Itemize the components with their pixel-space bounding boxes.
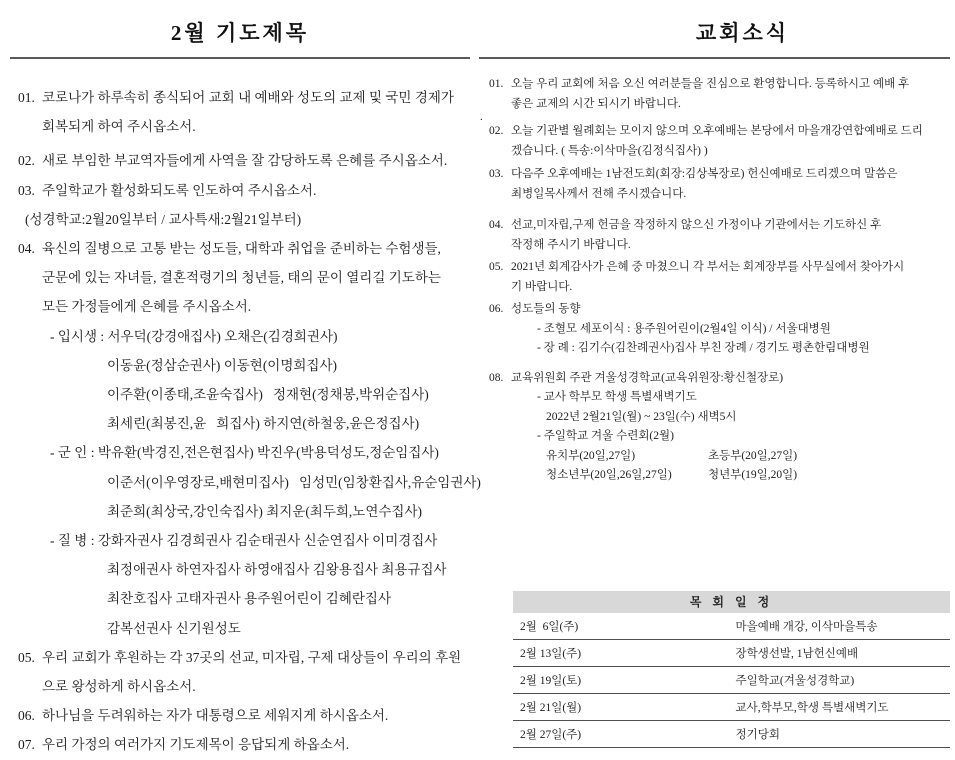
item-text: 이준서(이우영장로,배현미집사) 임성민(임창환집사,유순임권사): [107, 474, 481, 490]
schedule-event: 마을예배 개강, 이삭마을특송: [732, 613, 951, 640]
item-text: 최세린(최봉진,윤 희집사) 하지연(하철웅,윤은정집사): [107, 416, 420, 432]
item-text: 최준희(최상국,강인숙집사) 최지운(최두희,노연수집사): [107, 503, 423, 519]
item-text: - 질 병 : 강화자권사 김경희권사 김순태권사 신순연집사 이미경집사: [50, 533, 438, 549]
item-text: 교육위원회 주관 겨울성경학교(교육위원장:황신철장로): [511, 371, 784, 384]
item-text: 겠습니다. ( 특송:이삭마을(김정식집사) ): [511, 144, 708, 157]
item-text-col2: 초등부(20일,27일): [708, 449, 798, 462]
schedule-row: [513, 666, 950, 693]
item-text: .: [480, 111, 483, 123]
item-number: 04.: [489, 219, 504, 231]
item-number: 03.: [489, 168, 504, 180]
news-line: [479, 369, 950, 389]
prayer-line: [10, 380, 470, 409]
item-number: 03.: [18, 182, 35, 198]
prayer-line: [10, 526, 470, 555]
item-text: 오늘 기관별 월례회는 모이지 않으며 오후예배는 본당에서 마을개강연합예배로 드리: [511, 125, 923, 137]
schedule-header-row: [513, 591, 950, 613]
item-number: 05.: [18, 649, 35, 665]
schedule-row: [513, 639, 950, 666]
prayer-line: [10, 555, 470, 584]
prayer-line: [10, 176, 470, 205]
prayer-line: [10, 497, 470, 526]
item-number: 01.: [489, 78, 504, 90]
item-text: 최찬호집사 고태자권사 용주원어린이 김혜란집사: [107, 591, 391, 607]
item-text: 작정해 주시기 바랍니다.: [511, 238, 631, 251]
item-number: 06.: [18, 708, 35, 724]
schedule-event: 장학생선발, 1남헌신예배: [732, 639, 951, 666]
item-number: 02.: [489, 125, 504, 137]
prayer-line: [10, 643, 470, 672]
news-line: [479, 142, 950, 162]
news-line: [479, 111, 950, 123]
prayer-topics-title: 2월 기도제목: [170, 21, 310, 45]
news-line: [479, 388, 950, 408]
prayer-line: [10, 409, 470, 438]
item-text: 군문에 있는 자녀들, 결혼적령기의 청년들, 태의 문이 열리길 기도하는: [42, 270, 441, 286]
item-text-col2: 청년부(19일,20일): [708, 469, 798, 481]
item-number: 06.: [489, 303, 504, 315]
prayer-line: [10, 146, 470, 175]
item-number: 07.: [18, 737, 35, 753]
prayer-line: [10, 672, 470, 701]
prayer-line: [10, 584, 470, 613]
item-number: 05.: [489, 261, 504, 273]
schedule-date: 2월 6일(주): [513, 613, 732, 640]
item-text: 기 바랍니다.: [511, 280, 573, 293]
news-line: [479, 408, 950, 428]
news-line: [479, 236, 950, 256]
church-news-title: 교회소식: [695, 21, 790, 45]
item-text: 최병일목사께서 전해 주시겠습니다.: [511, 187, 687, 200]
item-text: 이주환(이종태,조윤숙집사) 정재현(정채봉,박위순집사): [107, 387, 429, 403]
item-text: (성경학교:2월20일부터 / 교사특새:2월21일부터): [25, 211, 302, 227]
prayer-line: [10, 83, 470, 112]
item-number: 01.: [18, 90, 35, 105]
schedule-date: 2월 21일(월): [513, 693, 732, 720]
item-text: 하나님을 두려워하는 자가 대통령으로 세워지게 하시옵소서.: [42, 708, 389, 724]
schedule-date: 2월 13일(주): [513, 639, 732, 666]
news-line: [479, 216, 950, 236]
item-text: - 장 례 : 김기수(김찬례권사)집사 부친 장례 / 경기도 평촌한림대병원: [537, 342, 870, 354]
prayer-topics-section: [10, 0, 481, 760]
item-text: 코로나가 하루속히 종식되어 교회 내 예배와 성도의 교제 및 국민 경제가: [42, 90, 454, 105]
prayer-line: [10, 322, 470, 351]
prayer-line: [10, 730, 470, 759]
prayer-line: [10, 468, 481, 497]
item-text: 다음주 오후예배는 1남전도회(회장:김상복장로) 헌신예배로 드리겠으며 말씀은: [511, 168, 898, 180]
prayer-line: [10, 701, 470, 730]
prayer-line: [10, 614, 470, 643]
ministry-schedule-table: [513, 591, 950, 748]
item-text: - 주일학교 겨울 수련회(2월): [537, 430, 674, 442]
item-text: 좋은 교제의 시간 되시기 바랍니다.: [511, 97, 681, 110]
prayer-line: [10, 234, 470, 263]
item-text: 이동윤(정삼순권사) 이동현(이명희집사): [107, 357, 338, 373]
item-text: 청소년부(20일,26일,27일): [546, 469, 672, 481]
news-line: [479, 258, 950, 278]
news-line: [479, 278, 950, 298]
news-line: [479, 447, 950, 467]
item-text: 감복선권사 신기원성도: [107, 620, 241, 636]
news-line: [479, 95, 950, 115]
schedule-event: 주일학교(겨울성경학교): [732, 666, 951, 693]
schedule-event: 정기당회: [732, 720, 951, 747]
item-text: 육신의 질병으로 고통 받는 성도들, 대학과 취업을 준비하는 수험생들,: [42, 241, 441, 257]
prayer-line: [10, 112, 470, 141]
item-text: 으로 왕성하게 하시옵소서.: [42, 679, 196, 695]
schedule-row: [513, 693, 950, 720]
schedule-row: [513, 720, 950, 747]
news-line: [479, 320, 950, 340]
news-line: [479, 185, 950, 205]
news-line: [479, 75, 950, 95]
item-text: - 입시생 : 서우덕(강경애집사) 오채은(김경희권사): [50, 328, 338, 344]
prayer-line: [10, 351, 470, 380]
schedule-date: 2월 27일(주): [513, 720, 732, 747]
item-text: 우리 가정의 여러가지 기도제목이 응답되게 하옵소서.: [42, 737, 350, 753]
prayer-line: [10, 263, 470, 292]
church-news-list: [479, 59, 950, 486]
item-text: 2021년 회계감사가 은혜 중 마쳤으니 각 부서는 회계장부를 사무실에서 찾아가시: [511, 261, 905, 273]
prayer-line: [10, 292, 470, 321]
news-line: [479, 300, 950, 320]
item-text: 2022년 2월21일(월) ~ 23일(수) 새벽5시: [546, 410, 737, 423]
item-text: - 군 인 : 박유환(박경진,전은현집사) 박진우(박용덕성도,정순임집사): [50, 445, 439, 461]
prayer-topics-list: [10, 59, 481, 760]
item-text: - 조혈모 세포이식 : 용주원어린이(2월4일 이식) / 서울대병원: [537, 322, 831, 335]
schedule-event: 교사,학부모,학생 특별새벽기도: [732, 693, 951, 720]
item-number: 02.: [18, 153, 35, 169]
item-text: 모든 가정들에게 은혜를 주시옵소서.: [42, 299, 252, 315]
news-line: [479, 122, 950, 142]
schedule-row: [513, 613, 950, 640]
item-text: 새로 부임한 부교역자들에게 사역을 잘 감당하도록 은혜를 주시옵소서.: [42, 153, 448, 169]
news-line: [479, 339, 950, 359]
item-number: 04.: [18, 241, 35, 257]
church-news-section: [479, 0, 950, 748]
schedule-table-title: 목 회 일 정: [513, 591, 950, 613]
prayer-line: [10, 205, 470, 234]
item-text: - 교사 학부모 학생 특별새벽기도: [537, 391, 697, 403]
item-number: 08.: [489, 371, 504, 384]
item-text: 오늘 우리 교회에 처음 오신 여러분들을 진심으로 환영합니다. 등록하시고 예배 후: [511, 78, 910, 90]
item-text: 회복되게 하여 주시옵소서.: [42, 119, 196, 135]
item-text: 주일학교가 활성화되도록 인도하여 주시옵소서.: [42, 182, 317, 198]
news-line: [479, 165, 950, 185]
item-text: 우리 교회가 후원하는 각 37곳의 선교, 미자립, 구제 대상들이 우리의 후원: [42, 649, 462, 665]
news-line: [479, 466, 950, 486]
schedule-date: 2월 19일(토): [513, 666, 732, 693]
news-line: [479, 427, 950, 447]
item-text: 선교,미자립,구제 헌금을 작정하지 않으신 가정이나 기관에서는 기도하신 후: [511, 219, 882, 231]
item-text: 성도들의 동향: [511, 303, 581, 315]
item-text: 최정애권사 하연자집사 하영애집사 김왕용집사 최용규집사: [107, 562, 447, 578]
item-text: 유치부(20일,27일): [546, 449, 636, 462]
prayer-line: [10, 438, 470, 467]
